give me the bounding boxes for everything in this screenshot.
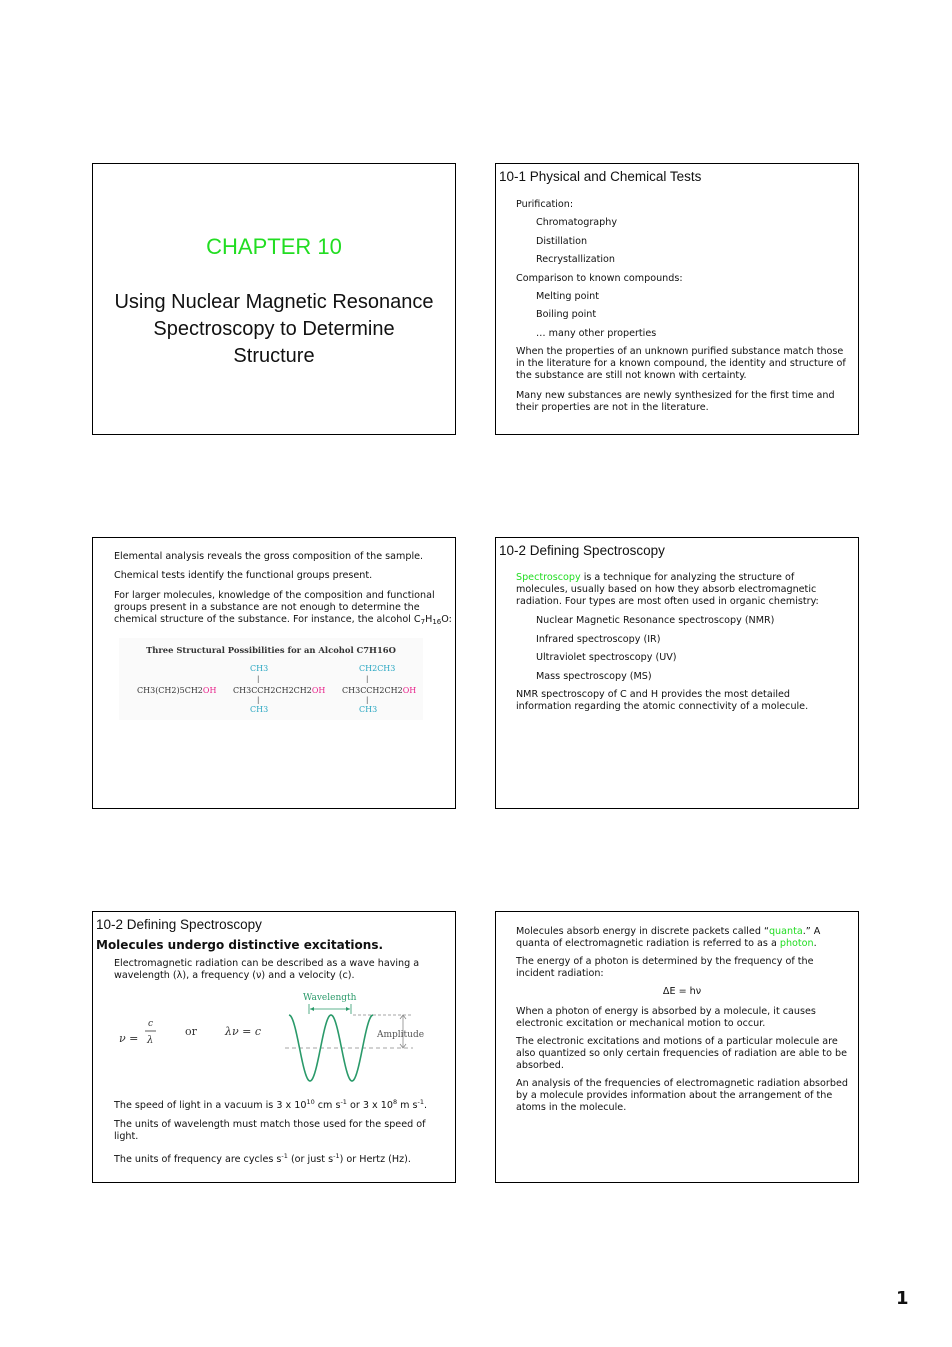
slide-structural-possibilities — [92, 537, 456, 809]
list-item: Ultraviolet spectroscopy (UV) — [536, 652, 677, 663]
paragraph: Chemical tests identify the functional groups present. — [114, 570, 373, 582]
molecule-main: CH3CCH2CH2CH2 — [233, 686, 312, 695]
molecule-3 — [342, 686, 416, 695]
bond-line: | — [257, 696, 260, 704]
superscript: 8 — [392, 1098, 398, 1106]
energy-equation: ΔE = hν — [662, 986, 702, 998]
text-segment: ) or Hertz (Hz). — [339, 1153, 411, 1165]
paragraph — [516, 572, 848, 608]
molecule-3-top: CH2CH3 — [359, 664, 396, 673]
molecule-main: CH3CCH2CH2 — [342, 686, 403, 695]
superscript: -1 — [281, 1151, 288, 1160]
amplitude-label: Amplitude — [377, 1030, 425, 1040]
slide-title: 10-1 Physical and Chemical Tests — [499, 169, 702, 184]
text-segment: (or just s — [287, 1153, 334, 1165]
slide-title: 10-2 Defining Spectroscopy — [96, 917, 262, 932]
paragraph: The energy of a photon is determined by the frequency of the incident radiation: — [516, 956, 814, 979]
slide-electromagnetic-radiation — [92, 911, 456, 1183]
equation-nu: ν = — [119, 1032, 139, 1045]
list-item: Distillation — [536, 235, 588, 247]
list-item: Chromatography — [536, 217, 617, 229]
chapter-subtitle — [93, 289, 455, 370]
equation-or: or — [185, 1025, 197, 1038]
formula-part: H — [425, 613, 433, 625]
molecule-2-top: CH3 — [250, 664, 269, 673]
superscript: 10 — [306, 1098, 315, 1106]
paragraph: When the properties of an unknown purified substance match those in the literature for a known compound, the identity and structure of the substance are still not known with certainty. — [516, 346, 846, 382]
paragraph — [114, 590, 453, 628]
subtitle-line: Spectroscopy to Determine — [153, 318, 395, 340]
text-segment: The units of frequency are cycles s — [114, 1153, 282, 1165]
text-segment: . — [424, 1100, 428, 1111]
list-item: Mass spectroscopy (MS) — [536, 670, 652, 682]
slide-physical-chemical-tests — [495, 163, 859, 435]
paragraph: The units of wavelength must match those used for the speed of light. — [114, 1118, 426, 1142]
paragraph — [516, 926, 848, 950]
molecule-2 — [233, 686, 325, 695]
molecule-main: CH3(CH2)5CH2 — [137, 686, 203, 695]
text-segment: Molecules absorb energy in discrete packets called “ — [516, 926, 769, 937]
highlight-term: quanta — [768, 926, 803, 937]
wave-diagram — [113, 990, 443, 1092]
hydroxyl-group: OH — [311, 686, 326, 695]
equation-denominator: λ — [147, 1035, 154, 1046]
slide-body — [114, 551, 453, 628]
highlight-term: photon — [779, 937, 814, 949]
text-segment: m s — [397, 1100, 418, 1111]
paragraph: When a photon of energy is absorbed by a molecule, it causes electronic excitation or mechanical motion to occur. — [516, 1005, 816, 1029]
slide-title — [92, 163, 456, 435]
formula-subscript: 7 — [420, 617, 426, 626]
page-number: 1 — [896, 1288, 909, 1309]
molecule-3-bottom: CH3 — [359, 705, 378, 714]
paragraph: The electronic excitations and motions of a particular molecule are also quantized so only certain frequencies of radiation are able to be absorbed. — [516, 1036, 847, 1071]
list-item: … many other properties — [536, 327, 657, 339]
slide-notes — [114, 1096, 449, 1172]
paragraph — [114, 1150, 449, 1167]
hydroxyl-group: OH — [402, 686, 417, 695]
paragraph: Elemental analysis reveals the gross composition of the sample. — [114, 551, 424, 562]
formula — [414, 614, 452, 625]
molecule-1 — [137, 686, 216, 695]
bond-line: | — [366, 696, 369, 704]
list-item: Recrystallization — [536, 254, 615, 266]
molecule-2-bottom: CH3 — [250, 705, 269, 714]
paragraph: An analysis of the frequencies of electromagnetic radiation absorbed by a molecule provides information about the arrangement of the atoms in the molecule. — [516, 1077, 848, 1113]
list-item: Melting point — [536, 290, 599, 302]
text-segment: The speed of light in a vacuum is 3 x 10 — [114, 1100, 307, 1111]
equation-numerator: c — [148, 1019, 154, 1029]
wavelength-label: Wavelength — [303, 993, 357, 1003]
paragraph: Many new substances are newly synthesized for the first time and their properties are not in the literature. — [516, 390, 835, 414]
paragraph-text: is a technique for analyzing the structure of molecules, usually based on how they absorb electromagnetic radiation. Four types are most often used in organic chemistry: — [516, 572, 819, 607]
list-heading: Purification: — [516, 199, 574, 210]
list-item: Nuclear Magnetic Resonance spectroscopy (NMR) — [536, 615, 775, 626]
subtitle-line: Structure — [233, 345, 315, 367]
text-segment: .” A quanta of electromagnetic radiation is referred to as a — [516, 926, 821, 949]
subtitle-line: Using Nuclear Magnetic Resonance — [114, 291, 434, 313]
slide-body — [516, 199, 854, 414]
slide-title: 10-2 Defining Spectroscopy — [499, 543, 665, 558]
chapter-heading: CHAPTER 10 — [206, 234, 342, 259]
formula-part: O: — [441, 613, 452, 625]
paragraph: NMR spectroscopy of C and H provides the most detailed information regarding the atomic connectivity of a molecule. — [516, 689, 809, 712]
paragraph-text: For larger molecules, knowledge of the composition and functional groups present in a substance are not enough to determine the chemical structure of the substance. For instance, the alcohol — [114, 589, 435, 625]
slide-quanta — [495, 911, 859, 1183]
highlight-term: Spectroscopy — [516, 572, 581, 583]
paragraph — [114, 1096, 449, 1113]
slide-body — [516, 926, 848, 1113]
formula-part: C — [413, 613, 421, 625]
equation-2: λν = c — [225, 1025, 262, 1038]
list-item: Boiling point — [536, 309, 597, 321]
list-item: Infrared spectroscopy (IR) — [536, 633, 661, 645]
slide-defining-spectroscopy — [495, 537, 859, 809]
slide-body — [516, 572, 848, 713]
superscript: -1 — [417, 1098, 425, 1106]
superscript: -1 — [340, 1098, 347, 1106]
formula-subscript: 16 — [432, 617, 442, 626]
slide-body — [114, 958, 445, 982]
bond-line: | — [257, 675, 260, 683]
paragraph: Electromagnetic radiation can be described as a wave having a wavelength (λ), a frequency (ν) and a velocity (c). — [114, 958, 420, 981]
text-segment: . — [813, 937, 817, 949]
bond-line: | — [366, 675, 369, 683]
hydroxyl-group: OH — [202, 686, 217, 695]
text-segment: or 3 x 10 — [346, 1100, 393, 1111]
figure-title: Three Structural Possibilities for an Alcohol C7H16O — [146, 645, 396, 655]
list-heading: Comparison to known compounds: — [516, 272, 683, 284]
alcohol-structures-figure — [119, 638, 423, 720]
text-segment: cm s — [314, 1100, 341, 1111]
slide-heading: Molecules undergo distinctive excitations. — [96, 938, 384, 952]
superscript: -1 — [333, 1151, 340, 1160]
